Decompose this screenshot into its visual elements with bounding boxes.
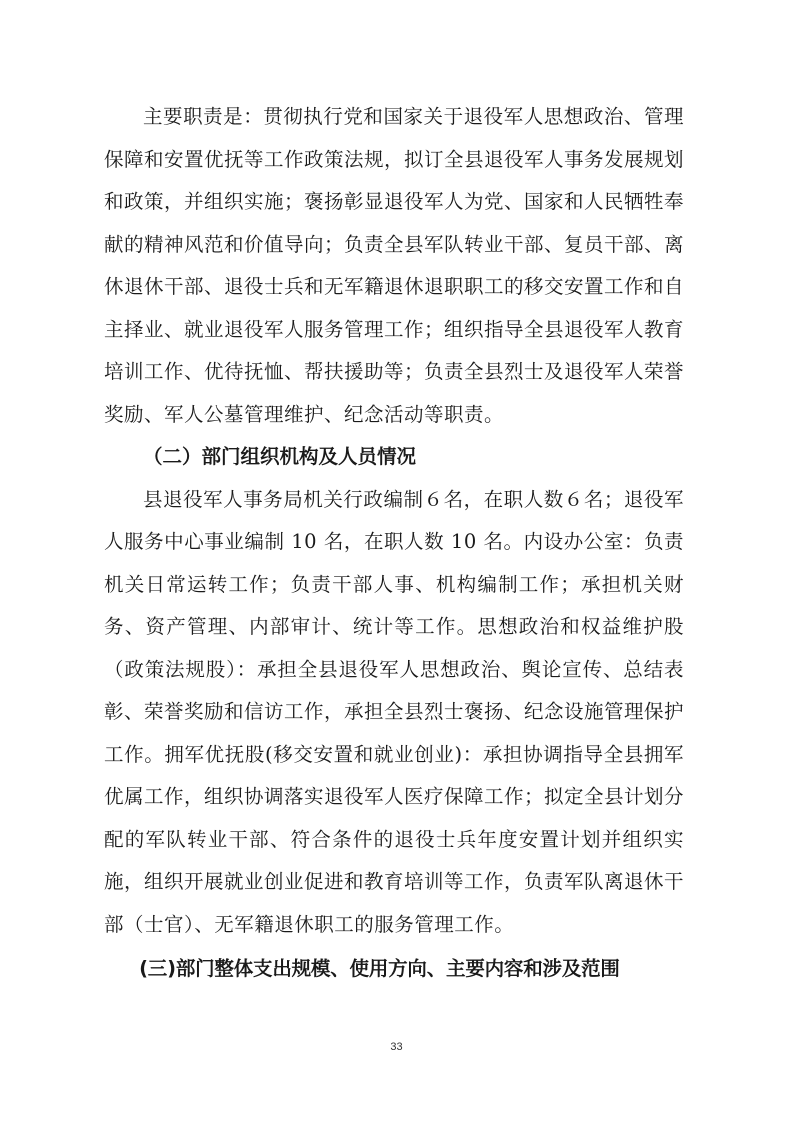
responsibilities-paragraph: 主要职责是：贯彻执行党和国家关于退役军人思想政治、管理保障和安置优抚等工作政策法规，拟订全县退役军人事务发展规划和政策，并组织实施；褒扬彰显退役军人为党、国家和人民牺牲奉献的精神风范和价值导向；负责全县军队转业干部、复员干部、离休退休干部、退役士兵和无军籍退休退职职工的移交安置工作和自主择业、就业退役军人服务管理工作；组织指导全县退役军人教育培训工作、优待抚恤、帮扶援助等；负责全县烈士及退役军人荣誉奖励、军人公墓管理维护、纪念活动等职责。: [104, 105, 685, 426]
page-number: 33: [390, 1041, 403, 1053]
section-heading-expenditure: (三)部门整体支出规模、使用方向、主要内容和涉及范围: [139, 957, 620, 980]
page-body: [104, 96, 684, 991]
organization-paragraph: 县退役军人事务局机关行政编制６名，在职人数６名；退役军人服务中心事业编制 10 名，在职人数 10 名。内设办公室：负责机关日常运转工作；负责干部人事、机构编制工作；承担机关财务、资产管理、内部审计、统计等工作。思想政治和权益维护股（政策法规股）：承担全县退役军人思想政治、舆论宣传、总结表彰、荣誉奖励和信访工作，承担全县烈士褒扬、纪念设施管理保护工作。拥军优抚股(移交安置和就业创业)：承担协调指导全县拥军优属工作，组织协调落实退役军人医疗保障工作；拟定全县计划分配的军队转业干部、符合条件的退役士兵年度安置计划并组织实施，组织开展就业创业促进和教育培训等工作，负责军队离退休干部（士官）、无军籍退休职工的服务管理工作。: [104, 487, 685, 936]
section-heading-organization: （二）部门组织机构及人员情况: [143, 445, 417, 468]
